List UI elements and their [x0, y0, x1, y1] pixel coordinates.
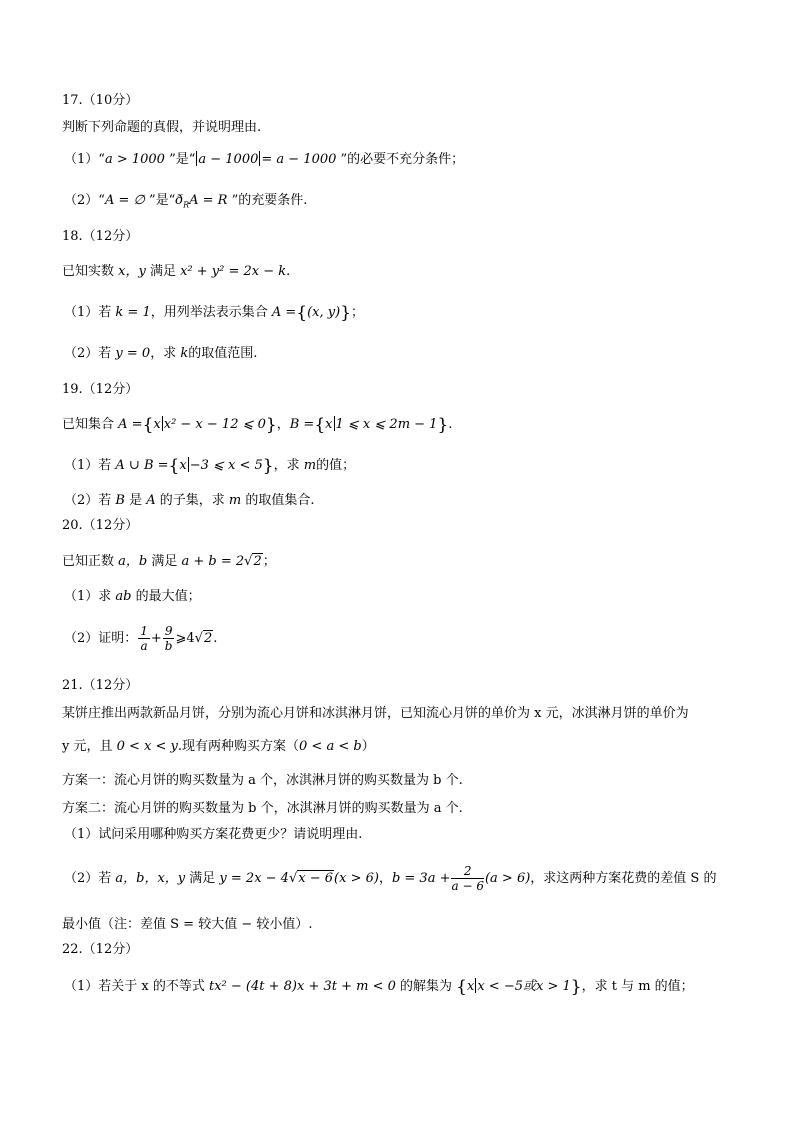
- q20-intro-b: 满足: [147, 554, 182, 569]
- q17-header: 17.（10分）: [62, 93, 139, 108]
- q20-part2: （2）证明： $\frac{1}{a}$ + $\frac{9}{b}$ ⩾4√2.: [64, 624, 218, 653]
- q19-setB-lhs: B =: [289, 417, 315, 432]
- q19-header: 19.（12分）: [62, 382, 139, 397]
- q21-header: 21.（12分）: [62, 678, 139, 693]
- q19-part1-m: m: [303, 458, 317, 473]
- q17-part1-tail: ”的必要不充分条件；: [336, 152, 465, 167]
- q19-setA-lhs: A =: [118, 417, 143, 432]
- q20-f1-den: a: [140, 639, 148, 653]
- q21-part1: （1）试问采用哪种购买方案花费更少？请说明理由.: [64, 827, 363, 842]
- q17-part1-rhs: = a − 1000: [261, 152, 337, 167]
- q18-intro-a: 已知实数: [62, 264, 119, 279]
- q21-part2-line2: 最小值（注：差值 S = 较大值 − 较小值）.: [62, 917, 313, 932]
- q19-part1-mid: ，求: [273, 458, 304, 473]
- q17-part1: [64, 151, 464, 168]
- q17-part1-abs: a − 1000: [198, 152, 259, 167]
- q20-intro-sqrt: 2: [253, 554, 262, 569]
- q18-intro-end: .: [286, 264, 291, 279]
- q21-intro2: [62, 739, 375, 755]
- q19-setB-x: x: [325, 417, 333, 432]
- q18-part2-mid: ，求: [150, 346, 181, 361]
- q21-part2-vars: a，b，x，y: [115, 871, 186, 886]
- q21-part2-label: （2）若: [64, 871, 116, 886]
- q20-intro: 已知正数 a，b 满足 a + b = 2√2；: [62, 554, 276, 569]
- q19-part2-end: 的取值集合.: [241, 493, 315, 508]
- q22-part1-mid: 的解集为: [395, 979, 457, 994]
- q17-part1-q1: “: [98, 152, 105, 167]
- q20-intro-end: ；: [262, 554, 276, 569]
- q19-part2-a: A: [146, 493, 156, 508]
- q19-setB-cond: 1 ⩽ x ⩽ 2m − 1: [335, 417, 438, 432]
- q22-header: 22.（12分）: [62, 942, 139, 957]
- q20-part2-label: （2）证明：: [64, 631, 138, 646]
- q22-part1-label: （1）若关于 x 的不等式: [64, 979, 209, 994]
- q21-plan1: 方案一：流心月饼的购买数量为 a 个，冰淇淋月饼的购买数量为 b 个.: [62, 773, 463, 788]
- q21-intro1: 某饼庄推出两款新品月饼，分别为流心月饼和冰淇淋月饼，已知流心月饼的单价为 x 元，冰淇淋月饼的单价为: [62, 706, 689, 721]
- q20-part1-label: （1）求: [64, 589, 116, 604]
- q17-part2-empty: A = ∅: [104, 193, 145, 208]
- q20-part2-end: .: [213, 631, 218, 646]
- q22-part1: （1）若关于 x 的不等式 tx² − (4t + 8)x + 3t + m < 0 的解集为 {x x < −5或x > 1}，求 t 与 m 的值；: [64, 977, 694, 997]
- q20-intro-vars: a，b: [118, 554, 148, 569]
- q19-intro-end: .: [448, 417, 453, 432]
- q18-intro: [62, 264, 290, 280]
- q18-part1-set-inner: (x, y): [307, 305, 341, 320]
- q20-plus: +: [150, 631, 162, 646]
- q22-part1-x: x: [466, 979, 475, 994]
- q18-intro-eq: x² + y² = 2x − k: [180, 264, 287, 279]
- q21-fraction: [451, 864, 483, 893]
- q20-intro-eq: a + b = 2: [181, 554, 245, 569]
- q19-part2-b: B: [115, 493, 125, 508]
- q19-part2-mid2: 的子集，求: [155, 493, 229, 508]
- q21-part2-eq2: b = 3a +: [391, 871, 451, 886]
- q21-intro2-end: ）: [361, 739, 375, 754]
- q17-part2-label: （2）: [64, 193, 99, 208]
- q17-part1-q2: ”是“: [164, 152, 196, 167]
- q19-part1-end: 的值；: [316, 458, 356, 473]
- q22-part1-ineq: tx² − (4t + 8)x + 3t + m < 0: [209, 979, 396, 994]
- q21-plan2: 方案二：流心月饼的购买数量为 b 个，冰淇淋月饼的购买数量为 a 个.: [62, 801, 463, 816]
- q17-part2-tail: ”的充要条件.: [227, 193, 308, 208]
- q20-ge: ⩾4: [175, 631, 195, 646]
- q21-part2-cond1: (x > 6): [334, 871, 379, 886]
- q21-intro2-ab: 0 < a < b: [299, 739, 362, 754]
- q18-part1: （1）若 k = 1，用列举法表示集合 A ={(x, y)}；: [64, 303, 365, 323]
- q17-part2-comp-rest: A = R: [189, 193, 228, 208]
- q19-intro: 已知集合 A ={x x² − x − 12 ⩽ 0}，B ={x 1 ⩽ x ⩽ 2m − 1}.: [62, 415, 453, 435]
- q18-part1-k: k = 1: [115, 305, 151, 320]
- q19-setA-x: x: [153, 417, 161, 432]
- q21-part2: （2）若 a，b，x，y 满足 y = 2x − 4√x − 6(x > 6)，b = 3a + $\frac{2}{a - 6}$ (a > 6)，求这两种方案花费的差值 S 的: [64, 864, 717, 893]
- q18-intro-vars: x，y: [118, 264, 146, 279]
- q21-part2-mid: 满足: [185, 871, 220, 886]
- q21-frac-num: 2: [451, 864, 483, 879]
- q22-part1-cond: x < −5或x > 1: [477, 979, 571, 994]
- q21-part2-tail: ，求这两种方案花费的差值 S 的: [530, 871, 717, 886]
- q20-header: 20.（12分）: [62, 518, 139, 533]
- q17-part2-comp: ð: [175, 193, 184, 208]
- q18-part2: [64, 346, 257, 362]
- q18-header: 18.（12分）: [62, 229, 139, 244]
- q20-intro-a: 已知正数: [62, 554, 119, 569]
- q17-part2: [64, 193, 307, 214]
- q19-part1-label: （1）若: [64, 458, 116, 473]
- q21-part2-eq1: y = 2x − 4: [219, 871, 289, 886]
- q20-part1-end: 的最大值；: [131, 589, 201, 604]
- q21-part2-cond2: (a > 6): [484, 871, 531, 886]
- q21-intro2-ineq: 0 < x < y: [116, 739, 178, 754]
- q20-sqrt: 2: [203, 631, 213, 646]
- q18-part1-label: （1）若: [64, 305, 116, 320]
- q17-part2-q2: ”是“: [144, 193, 176, 208]
- q19-setA-cond: x² − x − 12 ⩽ 0: [163, 417, 266, 432]
- q19-part1-cond: −3 ⩽ x < 5: [189, 458, 263, 473]
- q18-part2-y: y = 0: [115, 346, 151, 361]
- q17-part2-comp-sub: R: [183, 200, 190, 210]
- q17-part1-cond: a > 1000: [104, 152, 165, 167]
- q17-part1-label: （1）: [64, 152, 99, 167]
- q20-part1-ab: ab: [115, 589, 132, 604]
- q21-intro2-b: .现有两种购买方案（: [177, 739, 300, 754]
- q17-intro: 判断下列命题的真假，并说明理由.: [62, 120, 262, 135]
- q19-part2-m: m: [228, 493, 242, 508]
- q18-part2-k: k: [180, 346, 189, 361]
- q20-f2-den: b: [164, 639, 173, 653]
- q19-part2: [64, 493, 314, 509]
- q18-part2-end: 的取值范围.: [188, 346, 258, 361]
- q18-part1-end: ；: [351, 305, 365, 320]
- q18-part1-mid: ，用列举法表示集合: [150, 305, 272, 320]
- q19-intro-a: 已知集合: [62, 417, 119, 432]
- q22-part1-tail: ，求 t 与 m 的值；: [581, 979, 694, 994]
- q20-part1: [64, 589, 201, 605]
- q19-part1: （1）若 A ∪ B ={x −3 ⩽ x < 5}，求 m的值；: [64, 456, 356, 476]
- q18-part2-label: （2）若: [64, 346, 116, 361]
- q19-part2-mid1: 是: [124, 493, 147, 508]
- q21-part2-sqrt: x − 6: [298, 871, 334, 886]
- q18-part1-set-a: A =: [271, 305, 297, 320]
- q21-part2-sep: ，: [378, 871, 392, 886]
- q20-f1-num: 1: [140, 624, 148, 638]
- q18-intro-b: 满足: [145, 264, 181, 279]
- q21-frac-den: a − 6: [451, 879, 484, 893]
- q19-part2-label: （2）若: [64, 493, 116, 508]
- q20-fraction-1: [138, 624, 150, 653]
- q20-fraction-2: [163, 624, 175, 653]
- q21-intro2-a: y 元，且: [62, 739, 117, 754]
- q19-part1-union: A ∪ B =: [115, 458, 169, 473]
- q20-f2-num: 9: [164, 624, 173, 638]
- q19-sep: ，: [276, 417, 290, 432]
- q19-part1-x: x: [179, 458, 187, 473]
- q17-part2-q1: “: [98, 193, 105, 208]
